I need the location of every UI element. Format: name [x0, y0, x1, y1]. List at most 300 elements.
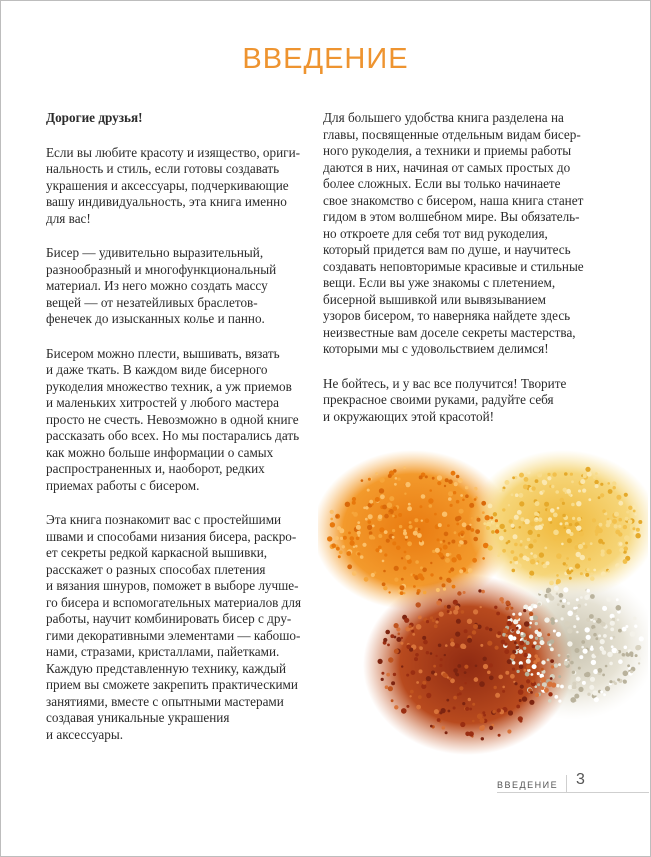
- bead: [537, 672, 540, 675]
- bead: [601, 622, 606, 627]
- bead: [394, 649, 399, 654]
- bead: [485, 515, 490, 520]
- bead: [520, 632, 523, 635]
- bead: [575, 563, 580, 568]
- bead: [405, 482, 410, 487]
- bead: [547, 593, 552, 598]
- bead: [335, 515, 338, 518]
- left-column: [46, 110, 302, 761]
- bead: [502, 686, 505, 689]
- bead: [580, 596, 583, 599]
- bead: [405, 555, 410, 560]
- bead: [399, 525, 402, 528]
- bead: [403, 529, 406, 532]
- bead: [403, 466, 406, 469]
- bead: [592, 518, 596, 522]
- bead: [451, 471, 456, 476]
- bead: [448, 479, 453, 484]
- bead: [544, 617, 549, 622]
- bead: [504, 649, 509, 654]
- bead: [593, 569, 596, 572]
- bead: [439, 577, 442, 580]
- bead: [483, 664, 488, 669]
- bead: [397, 478, 400, 481]
- bead: [438, 644, 442, 648]
- bead: [553, 536, 558, 541]
- bead: [497, 708, 501, 712]
- bead: [585, 603, 588, 606]
- bead: [442, 512, 447, 517]
- bead: [603, 693, 606, 696]
- bead: [629, 651, 633, 655]
- bead: [437, 718, 441, 722]
- bead: [406, 705, 409, 708]
- bead: [383, 570, 386, 573]
- bead: [401, 578, 404, 581]
- paragraph-techniques: Бисером можно плести, вышивать, вязать и даже ткать. В каждом виде бисерного рукоделия множество техник, а уж приемов и маленьких хитростей у любого мастера просто не счесть. Невозможно в одной книге рассказать обо всех. Но мы постарались дать как можно больше информации о самых распространенных и, наоборот, редких приемах работы с бисером.: [46, 345, 300, 493]
- bead: [462, 522, 467, 527]
- bead: [330, 510, 334, 514]
- bead: [352, 497, 356, 501]
- bead: [576, 526, 581, 531]
- bead: [509, 519, 513, 523]
- bead: [557, 603, 560, 606]
- bead: [385, 630, 390, 635]
- bead: [540, 677, 545, 682]
- bead: [600, 690, 603, 693]
- bead: [624, 646, 628, 650]
- bead: [384, 530, 388, 534]
- bead: [595, 472, 598, 475]
- bead: [523, 647, 526, 650]
- bead: [435, 655, 437, 657]
- bead: [547, 659, 550, 662]
- bead: [562, 599, 566, 603]
- bead: [412, 633, 415, 636]
- bead: [571, 569, 574, 572]
- bead: [401, 557, 403, 559]
- bead: [456, 523, 459, 526]
- bead: [606, 549, 611, 554]
- bead: [539, 552, 544, 557]
- bead: [537, 683, 540, 686]
- bead: [583, 649, 588, 654]
- bead: [335, 536, 339, 540]
- bead: [539, 590, 543, 594]
- bead: [605, 686, 610, 691]
- bead: [421, 494, 426, 499]
- bead: [578, 667, 581, 670]
- bead: [462, 499, 465, 502]
- bead: [618, 629, 622, 633]
- bead: [468, 568, 473, 573]
- bead: [384, 514, 389, 519]
- bead: [524, 477, 529, 482]
- bead: [461, 533, 464, 536]
- bead: [462, 644, 467, 649]
- bead: [440, 658, 443, 661]
- bead: [388, 512, 390, 514]
- bead: [520, 685, 524, 689]
- bead: [586, 568, 589, 571]
- bead: [368, 520, 372, 524]
- bead: [587, 472, 592, 477]
- bead: [594, 480, 598, 484]
- bead: [430, 573, 433, 576]
- bead: [512, 476, 515, 479]
- bead: [382, 560, 385, 563]
- bead: [346, 551, 351, 556]
- bead: [572, 685, 577, 690]
- bead: [570, 473, 573, 476]
- bead: [510, 561, 513, 564]
- bead: [331, 543, 336, 548]
- bead: [628, 519, 633, 524]
- bead: [554, 695, 558, 699]
- bead: [418, 528, 421, 531]
- bead: [560, 685, 564, 689]
- bead: [363, 507, 366, 510]
- bead: [516, 705, 520, 709]
- bead: [519, 493, 524, 498]
- bead: [437, 475, 442, 480]
- bead: [388, 657, 393, 662]
- bead: [464, 682, 466, 684]
- bead: [630, 631, 636, 637]
- paragraph-encouragement: Не бойтесь, и у вас все получится! Творите прекрасное своими руками, радуйте себя и окружающих этой красотой!: [323, 375, 567, 424]
- bead: [556, 553, 562, 559]
- bead: [514, 682, 517, 685]
- bead: [398, 513, 402, 517]
- bead: [480, 644, 483, 647]
- bead: [624, 493, 628, 497]
- bead: [388, 474, 392, 478]
- bead: [478, 589, 481, 592]
- bead: [495, 529, 499, 533]
- bead: [496, 524, 499, 527]
- bead: [417, 573, 423, 579]
- bead: [404, 493, 406, 495]
- bead: [378, 534, 382, 538]
- bead: [639, 636, 644, 641]
- bead: [457, 664, 461, 668]
- bead: [448, 542, 451, 545]
- bead: [567, 538, 572, 543]
- bead: [454, 643, 459, 648]
- bead: [409, 521, 412, 524]
- bead: [454, 531, 457, 534]
- bead: [614, 682, 617, 685]
- bead: [551, 665, 554, 668]
- bead: [433, 665, 436, 668]
- bead: [441, 708, 446, 713]
- bead: [526, 679, 530, 683]
- bead: [609, 680, 612, 683]
- bead: [547, 633, 550, 636]
- bead: [623, 671, 629, 677]
- bead: [383, 586, 387, 590]
- bead: [448, 710, 451, 713]
- bead: [556, 593, 559, 596]
- bead: [474, 498, 477, 501]
- bead: [404, 551, 407, 554]
- bead: [382, 505, 387, 510]
- bead: [398, 633, 401, 636]
- bead: [603, 634, 607, 638]
- bead: [538, 629, 541, 632]
- bead: [340, 537, 343, 540]
- bead: [365, 518, 368, 521]
- bead: [330, 518, 333, 521]
- bead: [519, 699, 522, 702]
- bead: [368, 514, 373, 519]
- bead: [465, 732, 470, 737]
- bead: [348, 532, 351, 535]
- bead: [527, 538, 531, 542]
- bead: [481, 501, 486, 506]
- bead: [447, 610, 450, 613]
- bead: [505, 634, 508, 637]
- bead: [499, 490, 502, 493]
- bead: [616, 598, 619, 601]
- bead: [549, 581, 554, 586]
- bead: [464, 671, 467, 674]
- bead: [634, 513, 636, 515]
- bead: [486, 526, 490, 530]
- bead: [595, 484, 599, 488]
- bead: [395, 477, 398, 480]
- bead: [430, 616, 433, 619]
- bead: [586, 589, 590, 593]
- bead: [600, 552, 604, 556]
- bead: [533, 641, 537, 645]
- bead: [556, 579, 561, 584]
- bead: [416, 592, 419, 595]
- bead: [560, 498, 565, 503]
- bead: [523, 556, 528, 561]
- bead: [619, 542, 622, 545]
- bead: [593, 628, 596, 631]
- bead: [462, 702, 465, 705]
- bead: [567, 641, 572, 646]
- bead: [593, 633, 597, 637]
- bead: [556, 684, 559, 687]
- bead: [401, 665, 403, 667]
- bead: [628, 506, 632, 510]
- bead: [489, 726, 493, 730]
- bead: [535, 693, 539, 697]
- bead: [508, 710, 513, 715]
- bead: [523, 669, 526, 672]
- paragraph-beads-material: Бисер — удивительно выразительный, разнообразный и многофункциональный материал. Из него можно создать массу вещей — от незатейливых браслетов- фенечек до изысканных колье и панно.: [46, 245, 277, 326]
- bead: [586, 618, 590, 622]
- bead: [353, 546, 355, 548]
- bead: [459, 540, 463, 544]
- bead: [507, 729, 511, 733]
- bead: [529, 622, 532, 625]
- bead: [375, 548, 379, 552]
- bead: [327, 536, 332, 541]
- bead: [606, 523, 611, 528]
- bead: [419, 669, 423, 673]
- bead: [570, 661, 574, 665]
- bead: [558, 663, 561, 666]
- bead: [507, 540, 510, 543]
- bead: [525, 672, 530, 677]
- bead: [445, 558, 450, 563]
- bead: [633, 617, 637, 621]
- bead: [451, 557, 456, 562]
- bead: [392, 536, 395, 539]
- bead: [524, 637, 527, 640]
- bead: [392, 515, 395, 518]
- bead: [569, 577, 572, 580]
- bead: [607, 518, 610, 521]
- bead: [619, 548, 624, 553]
- bead: [516, 630, 520, 634]
- bead: [447, 605, 451, 609]
- bead: [487, 641, 492, 646]
- bead: [482, 511, 485, 514]
- bead: [483, 522, 486, 525]
- bead: [508, 504, 510, 506]
- bead: [576, 598, 579, 601]
- bead: [487, 545, 492, 550]
- bead: [517, 510, 522, 515]
- bead: [550, 648, 554, 652]
- bead: [520, 544, 523, 547]
- bead: [617, 619, 620, 622]
- bead: [426, 620, 429, 623]
- bead: [513, 534, 518, 539]
- bead: [535, 525, 540, 530]
- bead: [512, 569, 516, 573]
- bead: [445, 644, 448, 647]
- bead: [601, 571, 606, 576]
- bead: [495, 693, 500, 698]
- bead: [550, 521, 553, 524]
- bead: [450, 642, 455, 647]
- bead: [557, 507, 560, 510]
- bead: [502, 489, 505, 492]
- bead: [432, 477, 435, 480]
- bead: [541, 524, 544, 527]
- bead: [472, 558, 477, 563]
- bead: [416, 602, 421, 607]
- bead: [532, 645, 535, 648]
- bead: [582, 542, 585, 545]
- bead: [600, 639, 605, 644]
- bead: [392, 529, 395, 532]
- bead: [479, 718, 484, 723]
- bead: [515, 616, 519, 620]
- bead: [608, 489, 613, 494]
- bead: [582, 681, 586, 685]
- bead: [520, 540, 523, 543]
- bead: [428, 498, 433, 503]
- bead: [445, 731, 448, 734]
- bead: [489, 663, 493, 667]
- bead: [379, 488, 384, 493]
- bead: [594, 697, 599, 702]
- bead: [472, 630, 476, 634]
- bead: [472, 720, 475, 723]
- bead: [414, 518, 418, 522]
- bead: [444, 485, 446, 487]
- bead: [488, 504, 493, 509]
- bead: [417, 533, 422, 538]
- bead: [453, 600, 458, 605]
- bead: [400, 591, 404, 595]
- bead: [475, 529, 480, 534]
- bead: [527, 471, 530, 474]
- bead: [507, 659, 512, 664]
- bead: [489, 628, 492, 631]
- bead: [531, 673, 534, 676]
- bead: [593, 476, 596, 479]
- bead: [585, 467, 590, 472]
- bead: [425, 475, 428, 478]
- bead: [516, 646, 520, 650]
- bead: [394, 566, 399, 571]
- bead: [461, 610, 465, 614]
- bead: [511, 629, 514, 632]
- bead: [453, 707, 456, 710]
- bead: [347, 564, 352, 569]
- bead: [456, 475, 460, 479]
- bead: [528, 530, 533, 535]
- bead: [453, 668, 458, 673]
- bead: [475, 665, 478, 668]
- bead: [559, 593, 564, 598]
- bead: [394, 623, 399, 628]
- bead: [464, 629, 468, 633]
- bead: [491, 530, 495, 534]
- bead: [497, 554, 500, 557]
- bead: [473, 537, 478, 542]
- bead: [416, 624, 422, 630]
- bead: [535, 637, 538, 640]
- bead: [514, 543, 518, 547]
- bead: [387, 502, 393, 508]
- bead: [622, 653, 625, 656]
- bead: [336, 547, 340, 551]
- bead: [572, 517, 575, 520]
- bead: [400, 585, 405, 590]
- bead: [602, 674, 605, 677]
- bead: [587, 693, 590, 696]
- bead: [392, 541, 396, 545]
- bead: [580, 555, 585, 560]
- bead: [436, 588, 440, 592]
- bead: [523, 522, 526, 525]
- bead: [519, 501, 524, 506]
- bead: [422, 568, 427, 573]
- bead: [551, 682, 556, 687]
- bead: [638, 662, 640, 664]
- bead: [524, 653, 528, 657]
- bead: [560, 522, 563, 525]
- bead: [533, 604, 537, 608]
- right-column: [323, 110, 585, 443]
- bead: [598, 471, 601, 474]
- bead: [562, 514, 566, 518]
- bead: [564, 527, 566, 529]
- bead: [590, 576, 595, 581]
- bead: [465, 707, 469, 711]
- bead: [595, 618, 598, 621]
- bead: [413, 585, 416, 588]
